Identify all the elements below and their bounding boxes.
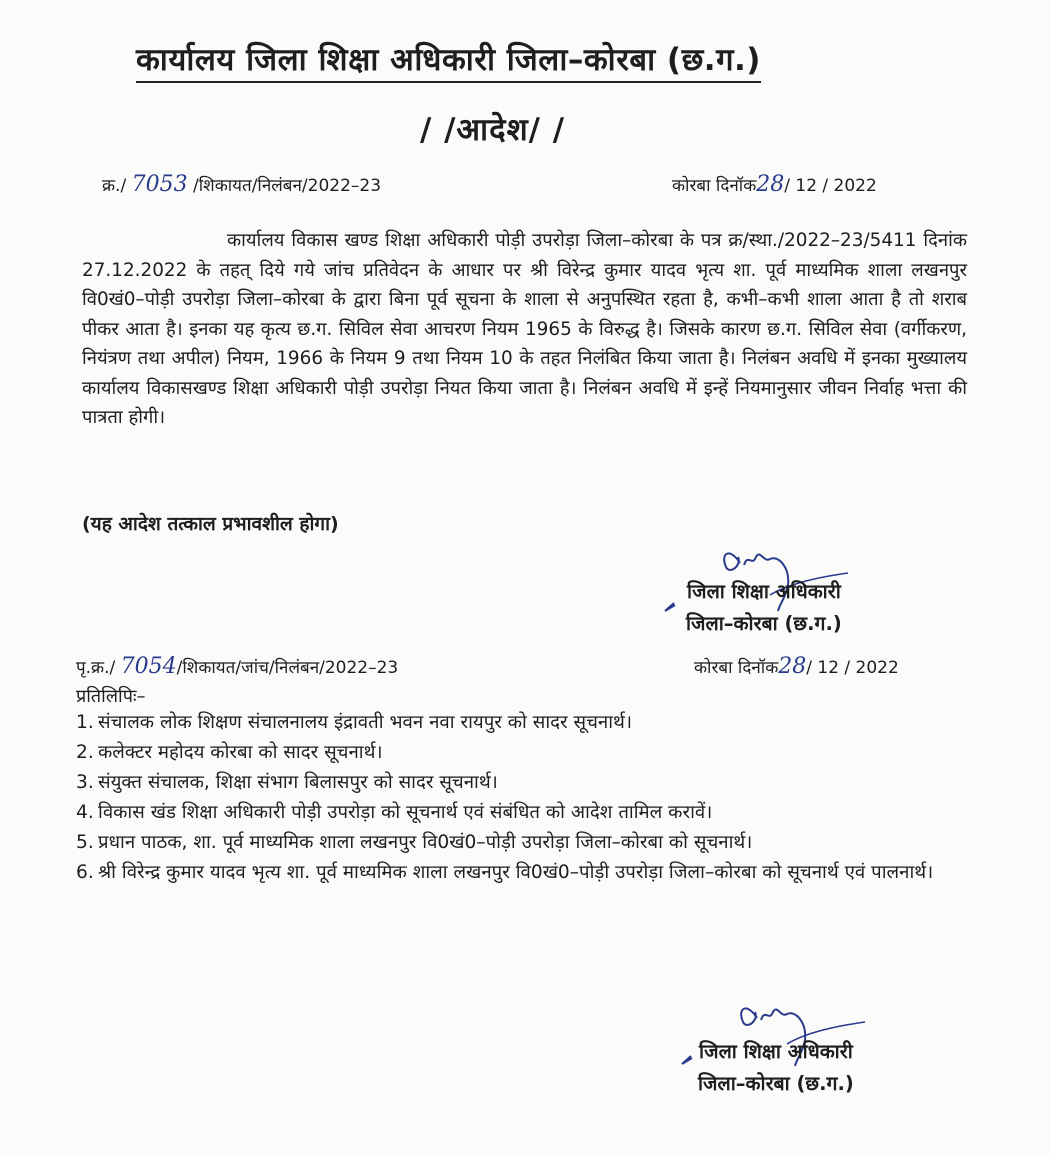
signatory-designation-2: जिला शिक्षा अधिकारी [699,1040,853,1063]
signature-block-2 [698,1036,854,1100]
endorsement-prefix: पृ.क्र./ [76,658,116,678]
copy-item-5: 5. प्रधान पाठक, शा. पूर्व माध्यमिक शाला लखनपुर वि0खं0–पोड़ी उपरोड़ा जिला–कोरबा को सूचनार्थ। [76,832,753,853]
endorsement-day-handwritten: 28 [778,654,807,679]
endorsement-date-suffix: / 12 / 2022 [806,658,899,678]
copy-heading: प्रतिलिपिः– [76,686,146,707]
copy-item-2: 2. कलेक्टर महोदय कोरबा को सादर सूचनार्थ। [76,742,383,763]
copy-list [76,708,976,888]
copy-item-1: 1. संचालक लोक शिक्षण संचालनालय इंद्रावती भवन नवा रायपुर को सादर सूचनार्थ। [76,712,632,733]
endorsement-reference [76,654,398,679]
endorsement-date [694,654,899,679]
date-prefix: कोरबा दिनॉक [672,176,757,196]
endorsement-date-prefix: कोरबा दिनॉक [694,658,779,678]
date-day-handwritten: 28 [756,172,785,197]
copy-item-3: 3. संयुक्त संचालक, शिक्षा संभाग बिलासपुर को सादर सूचनार्थ। [76,772,498,793]
signatory-location-2: जिला–कोरबा (छ.ग.) [698,1072,854,1095]
order-body-paragraph: कार्यालय विकास खण्ड शिक्षा अधिकारी पोड़ी उपरोड़ा जिला–कोरबा के पत्र क्र/स्था./2022–23/5411 दिनांक 27.12.2022 के तहत् दिये गये जांच प्रतिवेदन के आधार पर श्री विरेन्द्र कुमार यादव भृत्य शा. पूर्व माध्यमिक शाला लखनपुर वि0खं0–पोड़ी उपरोड़ा जिला–कोरबा के द्वारा बिना पूर्व सूचना के शाला से अनुपस्थित रहता है, कभी–कभी शाला आता है तो शराब पीकर आता है। इनका यह कृत्य छ.ग. सिविल सेवा आचरण नियम 1965 के विरुद्ध है। जिसके कारण छ.ग. सिविल सेवा (वर्गीकरण, नियंत्रण तथा अपील) नियम, 1966 के नियम 9 तथा नियम 10 के तहत निलंबित किया जाता है। निलंबन अवधि में इनका मुख्यालय कार्यालय विकासखण्ड शिक्षा अधिकारी पोड़ी उपरोड़ा नियत किया जाता है। निलंबन अवधि में इन्हें नियमानुसार जीवन निर्वाह भत्ता की पात्रता होगी। [82,230,967,428]
order-date [672,172,877,197]
signatory-location: जिला–कोरबा (छ.ग.) [686,612,842,635]
order-reference [102,172,381,197]
effective-note: (यह आदेश तत्काल प्रभावशील होगा) [82,513,339,535]
copy-item-4: 4. विकास खंड शिक्षा अधिकारी पोड़ी उपरोड़ा को सूचनार्थ एवं संबंधित को आदेश तामिल करावें। [76,802,713,823]
ref-prefix: क्र./ [102,176,127,196]
date-suffix: / 12 / 2022 [784,176,877,196]
endorsement-number-handwritten: 7054 [120,654,177,679]
order-heading: / /आदेश/ / [420,112,566,148]
signature-block-1 [686,576,842,640]
endorsement-suffix: /शिकायत/जांच/निलंबन/2022–23 [176,658,399,678]
signatory-designation: जिला शिक्षा अधिकारी [687,580,841,603]
office-title: कार्यालय जिला शिक्षा अधिकारी जिला–कोरबा (छ.ग.) [136,38,761,83]
copy-item-6: 6. श्री विरेन्द्र कुमार यादव भृत्य शा. पूर्व माध्यमिक शाला लखनपुर वि0खं0–पोड़ी उपरोड़ा जिला–कोरबा को सूचनार्थ एवं पालनार्थ। [76,862,934,883]
ref-number-handwritten: 7053 [131,172,188,197]
ref-suffix: /शिकायत/निलंबन/2022–23 [193,176,382,196]
